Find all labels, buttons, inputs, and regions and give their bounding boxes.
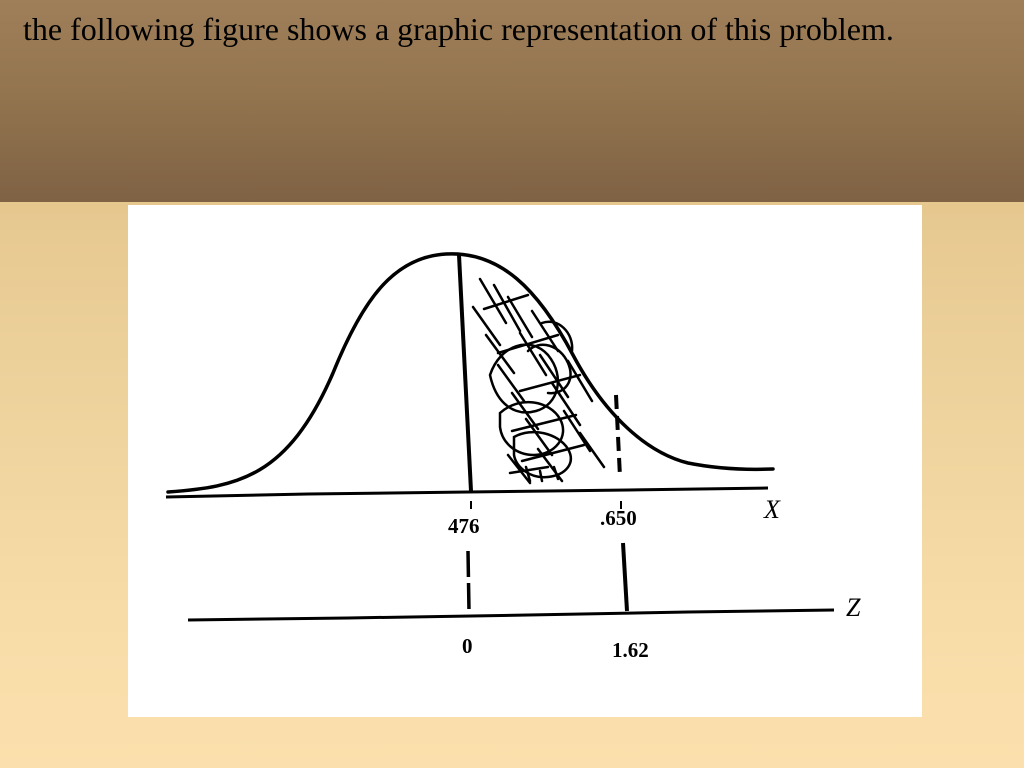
title-band	[0, 0, 1024, 202]
normal-curve-figure	[128, 205, 922, 717]
z-tick-label-0: 0	[462, 634, 473, 658]
x-axis	[166, 488, 768, 497]
z-axis	[188, 610, 834, 620]
slide-text: the following figure shows a graphic representation of this problem.	[23, 11, 894, 47]
x-650-dashed-line	[616, 395, 620, 477]
mean-line	[459, 255, 471, 491]
z-axis-label: Z	[846, 593, 861, 622]
x-axis-label: X	[764, 495, 780, 524]
x-tick-marks	[471, 501, 621, 509]
x-tick-label-476: 476	[448, 514, 480, 538]
figure-panel	[128, 205, 922, 717]
mean-connector-line	[468, 551, 469, 611]
z-tick-label-162: 1.62	[612, 638, 649, 662]
x-tick-label-650: .650	[600, 506, 637, 530]
z-162-connector-line	[623, 543, 627, 611]
shaded-area-hatching	[473, 279, 604, 483]
